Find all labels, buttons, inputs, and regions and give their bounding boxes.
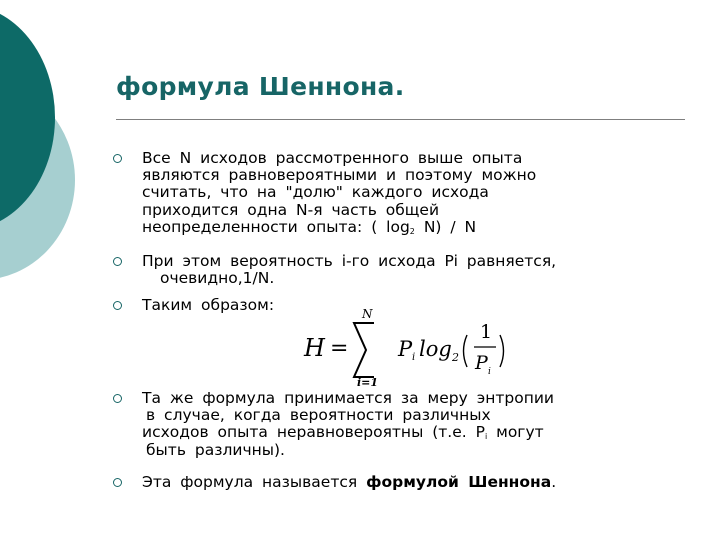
- shannon-formula-term: формулой Шеннона: [366, 473, 552, 491]
- bullet-ring-icon: [113, 478, 122, 487]
- formula-h: H: [304, 334, 325, 362]
- formula-den-sub: i: [488, 367, 491, 377]
- formula-equals: =: [330, 336, 349, 361]
- bullet-ring-icon: [113, 301, 122, 310]
- slide-title: [116, 72, 405, 101]
- formula-denominator: P: [475, 352, 488, 374]
- formula-log: log: [419, 337, 452, 361]
- title-text: формула Шеннона: [116, 72, 395, 101]
- sigma-icon: [354, 323, 374, 377]
- bullet-text-2: При этом вероятность i-го исхода Pi равняется, очевидно,1/N.: [142, 252, 557, 288]
- shannon-formula: [302, 305, 507, 387]
- formula-p: P: [398, 337, 413, 361]
- right-paren-icon: [500, 335, 504, 367]
- bullet-text-5: Эта формула называется формулой Шеннона.: [142, 473, 557, 491]
- formula-p-sub: i: [412, 352, 416, 363]
- bullet-ring-icon: [113, 257, 122, 266]
- left-paren-icon: [464, 335, 468, 367]
- bullet-ring-icon: [113, 154, 122, 163]
- bullet-text-3: Таким образом:: [142, 296, 275, 314]
- bullet-text-1: Все N исходов рассмотренного выше опыта являются равновероятными и поэтому можно считать, что на "долю" каждого исхода приходится одна N-я часть общей неопределенности опыта: ( $\log_2 N$) / N: [142, 149, 537, 236]
- formula-log-base: 2: [452, 351, 459, 364]
- bullet-text-4: Та же формула принимается за меру энтропии в случае, когда вероятности различных исходов опыта неравновероятны (т.е. $P_i$ могут быть различны).: [142, 389, 554, 459]
- formula-numerator: 1: [480, 321, 493, 343]
- formula-sum-upper: N: [362, 307, 373, 321]
- title-divider: [116, 119, 685, 120]
- title-dot: .: [394, 72, 405, 101]
- formula-sum-lower: i=1: [357, 376, 379, 387]
- bullet-ring-icon: [113, 394, 122, 403]
